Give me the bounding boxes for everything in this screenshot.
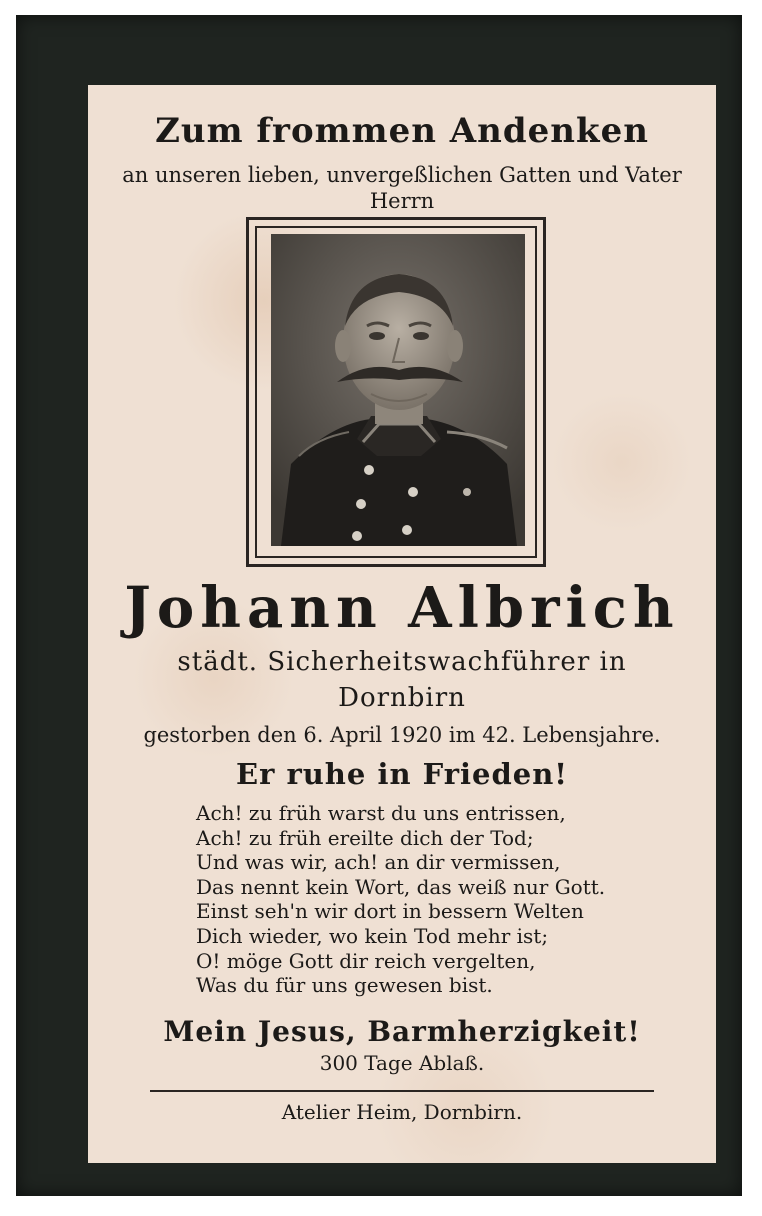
dedication-line: an unseren lieben, unvergeßlichen Gatten und Vater xyxy=(122,163,682,187)
occupation-line: städt. Sicherheitswachführer in xyxy=(177,647,627,677)
portrait-frame xyxy=(246,217,546,567)
indulgence-line: 300 Tage Ablaß. xyxy=(319,1051,485,1075)
printer-credit: Atelier Heim, Dornbirn. xyxy=(281,1100,523,1124)
memorial-card xyxy=(16,15,742,1196)
death-date-line: gestorben den 6. April 1920 im 42. Lebensjahre. xyxy=(143,723,661,747)
verse-line: Ach! zu früh warst du uns entrissen, xyxy=(196,801,566,825)
deceased-name: Johann Albrich xyxy=(124,575,680,641)
verse-line: Und was wir, ach! an dir vermissen, xyxy=(196,850,561,875)
verse-line: Das nennt kein Wort, das weiß nur Gott. xyxy=(196,874,606,899)
verse-line: Dich wieder, wo kein Tod mehr ist; xyxy=(196,923,549,948)
prayer-line: Mein Jesus, Barmherzigkeit! xyxy=(163,1015,641,1048)
portrait-photo xyxy=(271,234,525,546)
verse-line: O! möge Gott dir reich vergelten, xyxy=(196,948,536,973)
memorial-verse xyxy=(196,801,605,998)
verse-line: Einst seh'n wir dort in bessern Welten xyxy=(196,899,584,924)
honorific: Herrn xyxy=(369,189,435,213)
city-line: Dornbirn xyxy=(338,683,466,713)
rest-in-peace-line: Er ruhe in Frieden! xyxy=(235,757,569,791)
card-paper xyxy=(88,85,716,1163)
verse-line: Was du für uns gewesen bist. xyxy=(196,973,493,998)
divider-rule xyxy=(150,1090,654,1092)
card-title: Zum frommen Andenken xyxy=(155,111,649,151)
verse-line: Ach! zu früh ereilte dich der Tod; xyxy=(196,825,534,850)
portrait-image xyxy=(271,234,525,546)
